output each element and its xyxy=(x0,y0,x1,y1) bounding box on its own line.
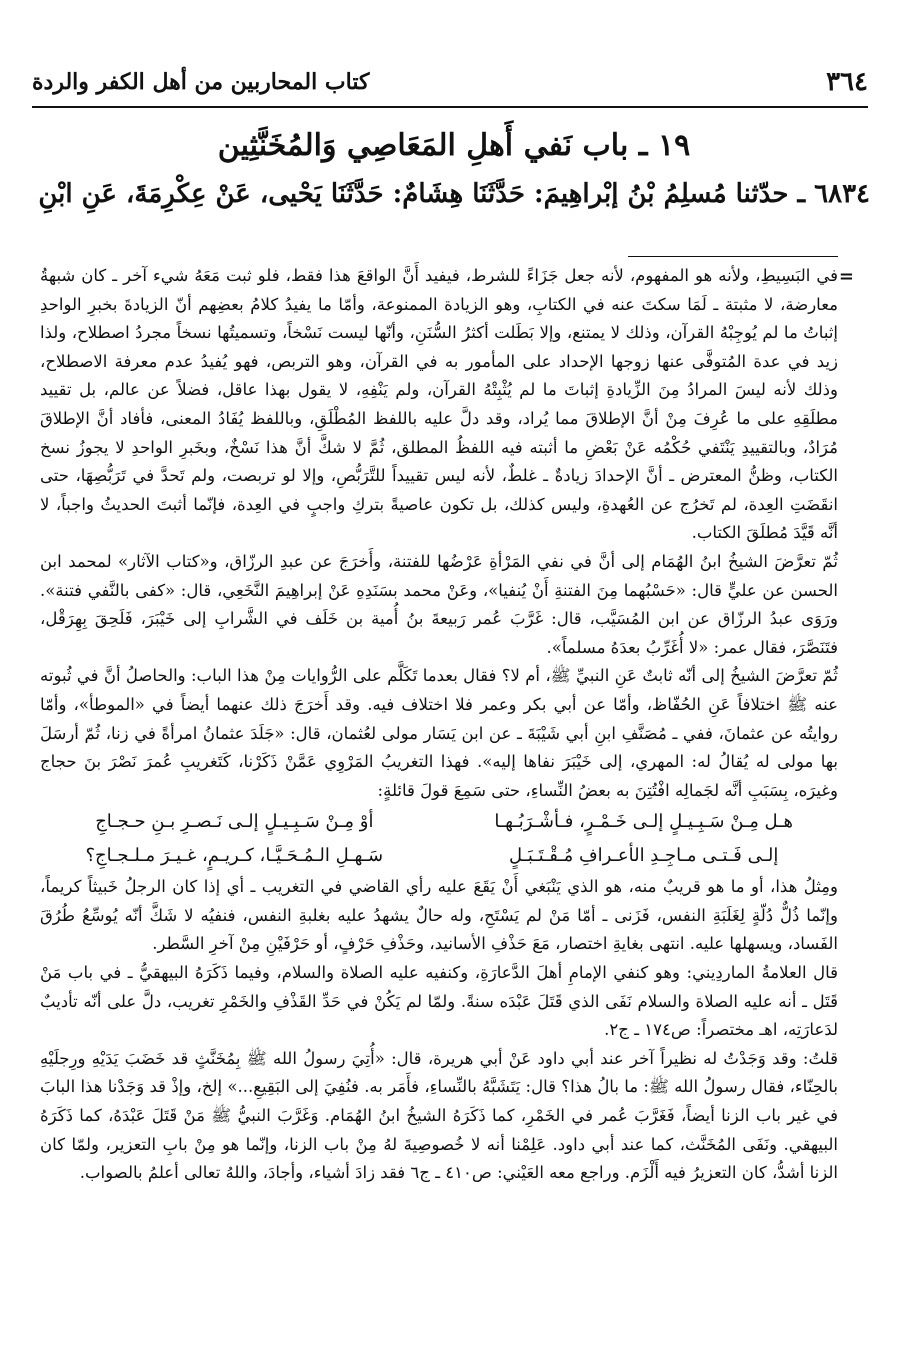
commentary-paragraph: ومِثلُ هذا، أو ما هو قريبٌ منه، هو الذي يَنْبَغي أَنْ يَقَعَ عليه رأي القاضي في التغريب ـ أي إذا كان الرجلُ خَبيثاً كريماً، وإنّما ذُلٌّ دُلّةٍ لِغَلَبَةِ النفس، فَزَنى ـ أمّا مَنْ لم يَسْتَحِ، وله حالٌ يشهدُ عليه بغلبةِ النفس، فنفيُه لا شَكَّ أنّه يُوسِّعُ طُرُقَ الفَساد، ويسهلها عليه. انتهى بغايةِ اختصار، مَعَ حَذْفِ الأسانيد، وحَذْفِ حَرْفٍ، أو حَرْفَيْنِ مِنْ آخرِ السَّطر. xyxy=(40,877,838,954)
verse-second-hemistich: سَـهـلِ الـمُـحَـيَّـا، كـريـمٍ، غـيـرَ مـلـجـاجِ؟ xyxy=(85,844,384,866)
commentary-paragraph: قلتُ: وقد وَجَدْتُ له نظيراً آخر عند أبي داود عَنْ أبي هريرة، قال: «أُتِيَ رسولُ الله ﷺ بِمُخَنَّثٍ قد خَضَبَ يَدَيْهِ ورِجلَيْهِ بالحِنّاء، فقال رسولُ الله ﷺ: ما بالُ هذا؟ قال: يَتَشَبَّهُ بالنِّساءِ، فأَمَر به. فنُفِيَ إلى البَقِيعِ...» إلخ، وإذْ قد وَجَدْنا هذا البابَ في غير باب الزنا أيضاً، فَغَرَّبَ عُمر في الخَمْرِ، كما ذَكَرَهُ الشيخُ ابنُ الهُمَام. وَغَرَّبَ النبيُّ ﷺ مَنْ قَتَلَ عَبْدَهُ، كما ذَكَرَهُ البيهقي. ونَفَى المُخَنَّث، كما عند أبي داود. عَلِمْنا أنه لا خُصوصِيةَ لهُ مِنْ باب الزنا، وإنّما هو مِنْ بابِ التعزير، ولمّا كان الزنا أشدُّ، كان التعزيرُ فيه أَلْزَم. وراجع معه العَيْني: ص٤١٠ ـ ج٦ فقد زادَ أشياء، وأجادَ، واللهُ تعالى أعلمُ بالصواب. xyxy=(40,1048,839,1183)
hadith-isnad-line: ٦٨٣٤ ـ حدّثنا مُسلِمُ بْنُ إبْراهِيمَ: حَدَّثَنَا هِشَامٌ: حَدَّثَنَا يَحْيى، عَنْ عِكْرِمَةَ، عَنِ ابْنِ xyxy=(38,179,870,209)
book-title: كتاب المحاربين من أهل الكفر والردة xyxy=(32,69,370,95)
running-head xyxy=(32,62,868,108)
verse-second-hemistich: أوْ مِـنْ سَـبِـيـلٍ إلـى نَـصـرِ بـنِ حـجـاجِ xyxy=(95,810,374,832)
verse-line xyxy=(60,805,818,839)
commentary-paragraph: قال العلامةُ الماردِيني: وهو كنفي الإمامِ أهلَ الدَّعارَةِ، وكنفيه عليه الصلاة والسلام، وفيما ذَكَرَهُ البيهقيُّ ـ في باب مَنْ قَتَل ـ أنه عليه الصلاة والسلام نَفَى الذي قَتَلَ عَبْدَه سنةً. ولمّا لم يَكُنْ في حَدِّ القَذْفِ والخَمْرِ تغريب، دلَّ على أنّه تأديبٌ لدَعارَتِه، اهـ مختصراً: ص١٧٤ ـ ج٢. xyxy=(40,963,838,1040)
verse-line xyxy=(60,839,818,873)
commentary-paragraph: ثُمّ تعرَّضَ الشيخُ إلى أنّه ثابتٌ عَنِ النبيِّ ﷺ، أم لا؟ فقال بعدما تَكَلَّم على الرُّوايات مِنْ هذا الباب: والحاصلُ أنَّ في ثُبوته عنه ﷺ اختلافاً عَنِ الحُفّاظ، وأمّا عن أبي بكر وعمر فلا اختلاف فيه. وقد أَخرَجَ ذلك عنهما أيضاً في «الموطأ»، وأمّا روايتُه عن عثمانَ، ففي ـ مُصَنَّفِ ابنِ أبي شَيْبَةَ ـ عن ابن يَسَار مولى لعُثمان، قال: «جَلَدَ عثمانُ امرأةً في زنا، ثُمّ أرسَلَ بها مولى له يُقالُ له: المهري، إلى خَيْبَرَ نفاها إليه». فهذا التغريبُ المَرْوِي عَمَّنْ ذَكَرْنا، كَتَغريبِ عُمرَ نَصْرَ بنَ حجاج وغيرَه، بِسَبَبِ أنَّه لجَمالِه افْتُتِنَ به بعضُ النِّساءِ، حتى سَمِعَ قولَ قائلةٍ: xyxy=(40,666,838,800)
poetry-verses xyxy=(40,805,838,873)
footnote-continuation-marker: = xyxy=(838,266,854,287)
verse-first-hemistich: إلـى فَـتـى مـاجِـدِ الأعـرافِ مُـقْـتَـبَـلٍ xyxy=(508,844,779,866)
commentary-footnote xyxy=(40,262,838,1188)
verse-first-hemistich: هـل مِـنْ سَـبِـيـلٍ إلـى خَـمْـرٍ، فـأشْـرَبُـهـا xyxy=(494,810,793,832)
page-number: ٣٦٤ xyxy=(826,67,868,97)
commentary-paragraph: في البَسِيطِ، ولأنه هو المفهوم، لأنه جعل جَزَاءً للشرط، فيفيد أَنَّ الواقعَ هذا فقط، فلو ثبت مَعَهُ شيء آخر ـ كان شبهةُ معارضة، لا مثبتة ـ لَمَا سكتَ عنه في الكتابِ، وهو الزيادة الممنوعة، وأمّا ما يفيدُ كلامُ بعضِهم أنّ الزيادةَ بخبرِ الواحدِ إثباتُ ما لم يُوجِبْهُ القرآن، وذلك لا يمتنع، وإلا بَطَلت أكثرُ السُّنَنِ، وأنّها ليست نَسْخاً، وتسميتُها نسخاً مجردُ اصطلاح، ولذا زيد في عدة المُتوفَّى عنها زوجها الإحداد على المأمور به في القرآن، وهو التربص، فهو يُفيدُ عدم معرفة الاصطلاح، وذلك لأنه ليسَ المرادُ مِنَ الزِّيادةِ إثباتَ ما لم يُثْبِتْهُ القرآن، ولم يَنْفِهِ، لا يقول بهذا عاقل، فضلاً عن عالم، بل تقييد مطلَقِهِ على ما عُرِفَ مِنْ أنَّ الإطلاقَ مما يُراد، وقد دلَّ عليه باللفظ المُطْلَقِ، وباللفظ يُفَادُ المعنى، فأفاد أنَّ الإطلاقَ مُرَادٌ، وبالتقييدِ يَنْتَفي حُكْمُه عَنْ بَعْضِ ما أثبته فيه اللفظُ المطلق، ثُمَّ لا شكَّ أنَّ هذا نَسْخٌ، وبخَبرِ الواحدِ لا يجوزُ نسخ الكتاب، وظنُّ المعترض ـ أنَّ الإحدادَ زيادةٌ ـ غلطٌ، لأنه ليس تقييداً للتَّرَبُّصِ، وإلا لو تربصت، ولم تَحدَّ في تَرَبُّصِهَا، حتى انقَضَتِ العِدة، لم تَخرُج عن العُهدةِ، وليس كذلك، بل تكون عاصيةً بتركِ واجبٍ في العِدة، فإنّما أثبتَ الحديثُ واجباً، لا أنَّه قَيَّدَ مُطلَقَ الكتاب. xyxy=(40,266,838,543)
footnote-separator xyxy=(628,256,838,257)
commentary-paragraph: ثُمّ تعرَّضَ الشيخُ ابنُ الهُمَام إلى أنَّ في نفي المَرْأةِ عَرْضُها للفتنة، وأَخرَجَ عن عبدِ الرزّاق، و«كتاب الآثار» لمحمد ابن الحسن عن عليٍّ قال: «حَسْبُهما مِنَ الفتنةِ أَنْ يُنفيا»، وعَنْ محمد بسَنَدِهِ عَنْ إبراهِيمَ النَّخَعِي، قال: «كفى بالنَّفي فتنة». ورَوَى عبدُ الرزّاق عن ابن المُسَيَّب، قال: غَرَّبَ عُمر رَبيعةَ بنُ أُمية بن خَلَف في الشَّرابِ إلى خَيْبَرَ، فَلَحِقَ بِهِرَقْل، فتَنَصَّرَ، فقال عمر: «لا أُغَرِّبُ بعدَهُ مسلماً». xyxy=(40,551,838,657)
chapter-heading: ١٩ ـ باب نَفي أَهلِ المَعَاصِي وَالمُخَنَّثِين xyxy=(217,128,691,163)
